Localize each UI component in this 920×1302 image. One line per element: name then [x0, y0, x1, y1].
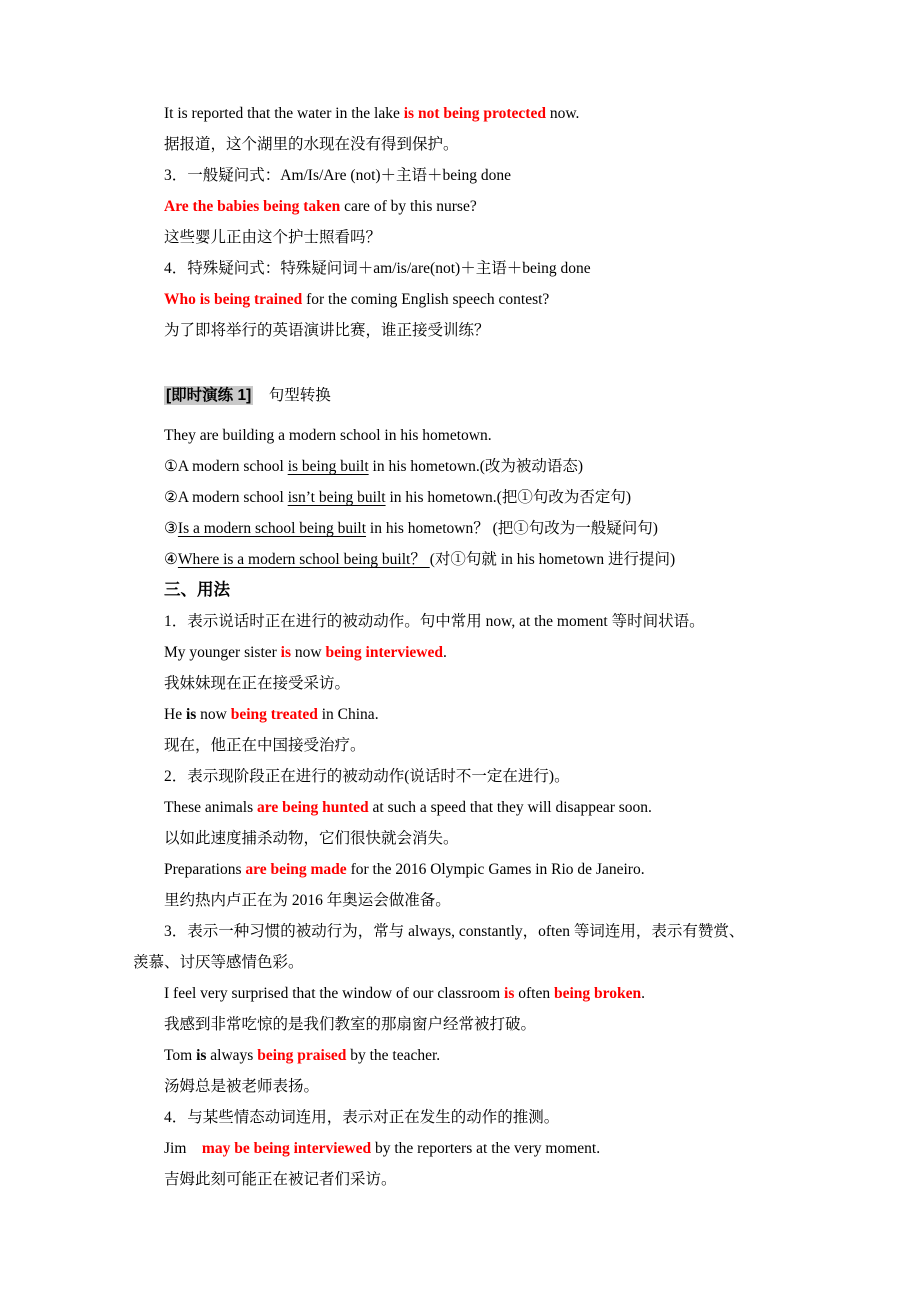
doc-line-10: [133, 420, 793, 451]
text-run: 2．表示现阶段正在进行的被动动作(说话时不一定在进行)。: [164, 768, 570, 785]
doc-line-20: [133, 730, 793, 761]
red-emphasis-run: being praised: [257, 1047, 347, 1064]
document-body: [133, 98, 793, 1195]
text-run: 我感到非常吃惊的是我们教室的那扇窗户经常被打破。: [164, 1016, 537, 1033]
red-emphasis-run: is: [280, 644, 292, 661]
red-emphasis-run: are being hunted: [256, 799, 369, 816]
doc-line-6: [133, 253, 793, 284]
doc-line-14: [133, 544, 793, 575]
doc-line-9: [133, 380, 793, 411]
text-run: 4．特殊疑问式：特殊疑问词＋am/is/are(not)＋主语＋being done: [164, 260, 591, 277]
text-run: for the coming English speech contest?: [302, 291, 550, 308]
doc-line-2: [133, 129, 793, 160]
text-run: always: [206, 1047, 258, 1064]
text-run: at such a speed that they will disappear soon.: [368, 799, 652, 816]
red-emphasis-run: is not being protected: [403, 105, 546, 122]
doc-line-7: [133, 284, 793, 315]
doc-line-28: [133, 978, 793, 1009]
red-emphasis-run: Are the babies being taken: [164, 198, 341, 215]
doc-line-22: [133, 792, 793, 823]
doc-line-21: [133, 761, 793, 792]
red-emphasis-run: being treated: [230, 706, 318, 723]
text-run: 吉姆此刻可能正在被记者们采访。: [164, 1171, 397, 1188]
red-emphasis-run: being broken: [554, 985, 642, 1002]
text-run: for the 2016 Olympic Games in Rio de Janeiro.: [346, 861, 645, 878]
text-run: Preparations: [164, 861, 246, 878]
text-run: Tom: [164, 1047, 197, 1064]
text-run: by the teacher.: [346, 1047, 441, 1064]
text-run: My younger sister: [164, 644, 281, 661]
text-run: 羡慕、讨厌等感情色彩。: [133, 954, 304, 971]
text-run: 汤姆总是被老师表扬。: [164, 1078, 320, 1095]
text-run: .: [443, 644, 447, 661]
exercise-title: 句型转换: [253, 387, 331, 404]
text-run: (对①句就 in his hometown 进行提问): [429, 551, 676, 568]
text-run: by the reporters at the very moment.: [371, 1140, 601, 1157]
text-run: 据报道，这个湖里的水现在没有得到保护。: [164, 136, 459, 153]
exercise-label: [即时演练 1]: [166, 387, 252, 404]
text-run: I feel very surprised that the window of our classroom: [164, 985, 505, 1002]
text-run: 1．表示说话时正在进行的被动动作。句中常用 now, at the moment 等时间状语。: [164, 613, 705, 630]
doc-line-29: [133, 1009, 793, 1040]
doc-line-34: [133, 1164, 793, 1195]
doc-line-30: [133, 1040, 793, 1071]
doc-line-4: [133, 191, 793, 222]
bold-run: is: [185, 706, 197, 723]
text-run: now.: [545, 105, 580, 122]
text-run: 以如此速度捕杀动物，它们很快就会消失。: [164, 830, 459, 847]
section-heading: 三、用法: [164, 581, 230, 599]
text-run: 3．一般疑问式：Am/Is/Are (not)＋主语＋being done: [164, 167, 511, 184]
text-run: ④: [164, 551, 178, 568]
doc-line-1: [133, 98, 793, 129]
text-run: in his hometown.(改为被动语态): [368, 458, 584, 475]
answer-blank-underline: isn’t being built: [287, 489, 386, 506]
doc-line-31: [133, 1071, 793, 1102]
text-run: in his hometown.(把①句改为否定句): [385, 489, 631, 506]
doc-line-17: [133, 637, 793, 668]
text-run: .: [641, 985, 646, 1002]
text-run: ①A modern school: [164, 458, 288, 475]
doc-line-3: [133, 160, 793, 191]
text-run: They are building a modern school in his hometown.: [164, 427, 492, 444]
doc-line-19: [133, 699, 793, 730]
doc-line-13: [133, 513, 793, 544]
text-run: These animals: [164, 799, 257, 816]
text-run: care of by this nurse?: [340, 198, 477, 215]
doc-line-8: [133, 315, 793, 346]
red-emphasis-run: being interviewed: [325, 644, 443, 661]
red-emphasis-run: may be being interviewed: [201, 1140, 372, 1157]
text-run: 3．表示一种习惯的被动行为，常与 always, constantly，often 等词连用，表示有赞赏、: [164, 923, 745, 940]
doc-line-23: [133, 823, 793, 854]
answer-blank-underline: Where is a modern school being built？: [177, 551, 430, 568]
text-run: 里约热内卢正在为 2016 年奥运会做准备。: [164, 892, 451, 909]
text-run: in China.: [317, 706, 379, 723]
doc-line-16: [133, 606, 793, 637]
text-run: 我妹妹现在正在接受采访。: [164, 675, 351, 692]
text-run: He: [164, 706, 186, 723]
doc-line-25: [133, 885, 793, 916]
red-emphasis-run: are being made: [245, 861, 347, 878]
red-emphasis-run: Who is being trained: [164, 291, 303, 308]
doc-line-32: [133, 1102, 793, 1133]
text-run: Jim: [164, 1140, 202, 1157]
doc-line-33: [133, 1133, 793, 1164]
text-run: ②A modern school: [164, 489, 288, 506]
text-run: in his hometown？ (把①句改为一般疑问句): [366, 520, 658, 537]
doc-line-11: [133, 451, 793, 482]
text-run: 4．与某些情态动词连用，表示对正在发生的动作的推测。: [164, 1109, 560, 1126]
bold-run: is: [196, 1047, 207, 1064]
text-run: It is reported that the water in the lake: [164, 105, 404, 122]
answer-blank-underline: is being built: [287, 458, 369, 475]
doc-line-5: [133, 222, 793, 253]
red-emphasis-run: is: [504, 985, 515, 1002]
text-run: 这些婴儿正由这个护士照看吗？: [164, 229, 382, 246]
text-run: often: [514, 985, 554, 1002]
doc-line-15: [133, 575, 793, 606]
text-run: 为了即将举行的英语演讲比赛，谁正接受训练？: [164, 322, 490, 339]
text-run: ③: [164, 520, 178, 537]
doc-line-12: [133, 482, 793, 513]
text-run: 现在，他正在中国接受治疗。: [164, 737, 366, 754]
doc-line-26: [133, 916, 793, 947]
doc-line-27: [133, 947, 793, 978]
doc-line-24: [133, 854, 793, 885]
doc-line-18: [133, 668, 793, 699]
text-run: now: [291, 644, 326, 661]
text-run: now: [196, 706, 231, 723]
answer-blank-underline: Is a modern school being built: [177, 520, 367, 537]
